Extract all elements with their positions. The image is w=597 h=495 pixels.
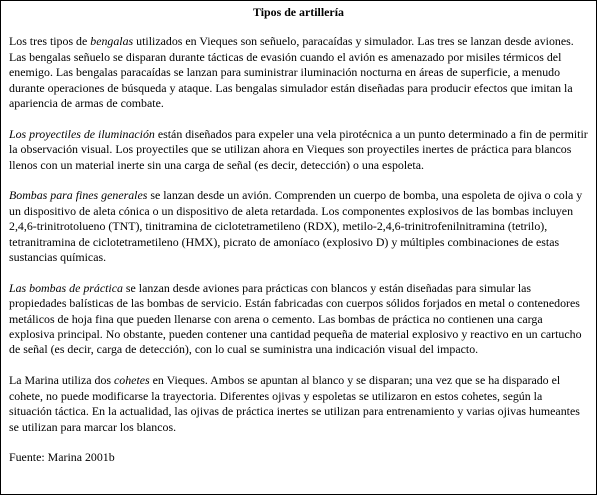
paragraph-rockets [9, 373, 588, 435]
term-proyectiles-iluminacion: Los proyectiles de iluminación [9, 126, 155, 141]
paragraph-flares-body: utilizados en Vieques son señuelo, paracaídas y simulador. Las tres se lanzan desde aviones. Las bengalas señuelo se disparan durante tácticas de evasión cuando el avión es amenazado por misiles térmicos del enemigo. Las bengalas paracaídas se lanzan para suministrar iluminación nocturna en áreas de superficie, a menudo durante operaciones de búsqueda y ataque. Las bengalas simulador están diseñadas para producir efectos que imitan la apariencia de armas de combate. [9, 34, 574, 111]
paragraph-practice-bombs [9, 281, 588, 358]
paragraph-illumination-projectiles [9, 127, 588, 173]
box-title: Tipos de artillería [253, 5, 344, 19]
paragraph-flares [9, 34, 588, 111]
term-bengalas: bengalas [90, 34, 134, 49]
term-cohetes: cohetes [114, 373, 150, 388]
paragraph-rockets-body: en Vieques. Ambos se apuntan al blanco y se disparan; una vez que se ha disparado el cohete, no puede modificarse la trayectoria. Diferentes ojivas y espoletas se utilizaron en estos cohetes, según la situación táctica. En la actualidad, las ojivas de práctica inertes se utilizan para entrenamiento y varias ojivas humeantes se utilizan para marcar los blancos. [9, 373, 580, 434]
paragraph-illumination-body: están diseñados para expeler una vela pirotécnica a un punto determinado a fin de permitir la observación visual. Los proyectiles que se utilizan ahora en Vieques son proyectiles inertes de práctica para blancos llenos con un material inerte sin una carga de señal (es decir, detección) o una espoleta. [9, 126, 588, 172]
term-bombas-fines-generales: Bombas para fines generales [9, 188, 148, 203]
term-bombas-practica: Las bombas de práctica [9, 280, 123, 295]
source-citation: Fuente: Marina 2001b [9, 450, 115, 465]
paragraph-flares-intro: Los tres tipos de [9, 34, 91, 49]
paragraph-practice-bombs-body: se lanzan desde aviones para prácticas con blancos y están diseñadas para simular las propiedades balísticas de las bombas de servicio. Están fabricadas con cuerpos sólidos forjados en metal o contenedores metálicos de hoja fina que pueden llenarse con arena o cemento. Las bombas de práctica no contienen una carga explosiva principal. No obstante, pueden contener una cantidad pequeña de material explosivo y reactivo en un cartucho de señal (es decir, carga de detección), con lo cual se suministra una indicación visual del impacto. [9, 280, 582, 357]
paragraph-general-bombs-body: se lanzan desde un avión. Comprenden un cuerpo de bomba, una espoleta de ojiva o cola y un dispositivo de aleta cónica o un dispositivo de aleta retardada. Los componentes explosivos de las bombas incluyen 2,4,6-trinitrotolueno (TNT), tinitramina de ciclotetrametileno (RDX), metilo-2,4,6-trinitrofenilnitramina (tetrilo), tetranitramina de ciclotetrametileno (HMX), picrato de amoníaco (explosivo D) y múltiples combinaciones de estas sustancias químicas. [9, 188, 583, 265]
paragraph-rockets-intro: La Marina utiliza dos [9, 373, 115, 388]
box-content [1, 1, 596, 466]
paragraph-general-purpose-bombs [9, 188, 588, 265]
